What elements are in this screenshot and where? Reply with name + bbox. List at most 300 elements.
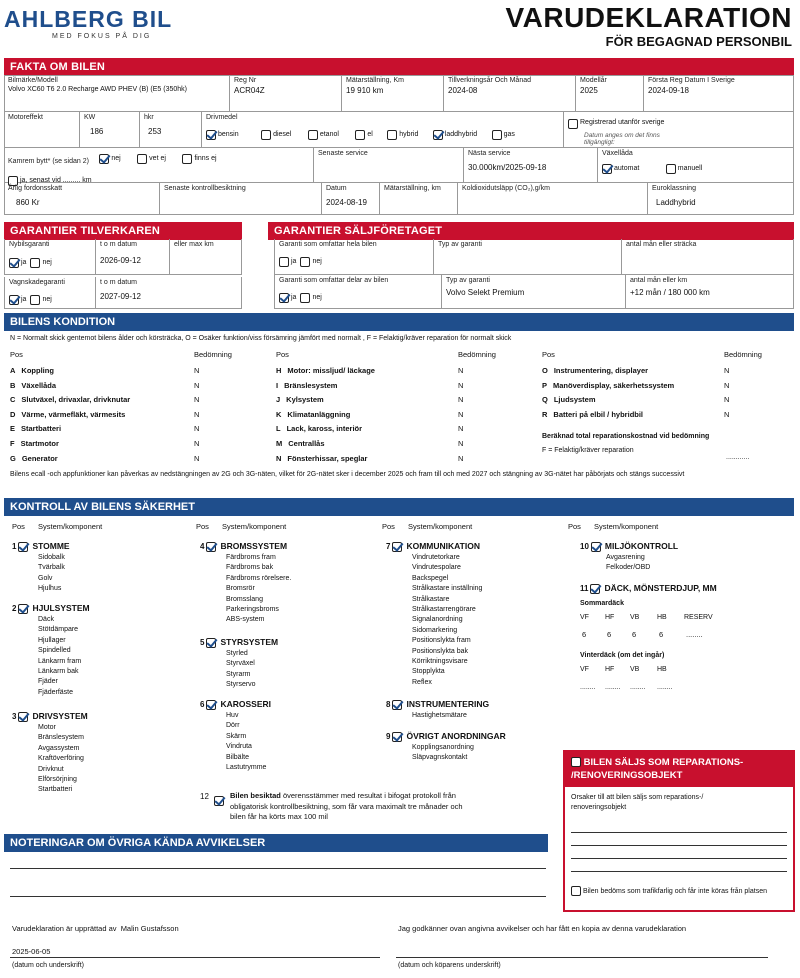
section-noteringar: NOTERINGAR OM ÖVRIGA KÄNDA AVVIKELSER bbox=[4, 834, 548, 852]
component-item: Bromsslang bbox=[226, 595, 263, 603]
checkbox-delar-ja[interactable] bbox=[279, 293, 289, 303]
component-item: Däck bbox=[38, 616, 54, 623]
component-item: Vindruta bbox=[226, 743, 252, 751]
row-rating: N bbox=[458, 380, 464, 390]
component-item: Bromsrör bbox=[226, 585, 255, 593]
reno-header: BILEN SÄLJS SOM REPARATIONS- /RENOVERINGSOBJEKT bbox=[571, 757, 744, 781]
kontroll-section-6 bbox=[200, 698, 271, 773]
component-item: Styrväxel bbox=[226, 660, 255, 668]
kondition-row bbox=[542, 410, 643, 419]
cost-label: Beräknad total reparationskostnad vid bedömning bbox=[542, 433, 710, 440]
winter-tyres-label: Vinterdäck (om det ingår) bbox=[580, 652, 665, 659]
label: t o m datum bbox=[100, 279, 137, 286]
component-item: Lastutrymme bbox=[226, 764, 267, 772]
component-item: Kopplingsanordning bbox=[412, 744, 474, 751]
row-label: Generator bbox=[21, 453, 58, 463]
opt: nej bbox=[42, 296, 52, 304]
component-item: Sidomarkering bbox=[412, 626, 458, 634]
section-checkbox[interactable] bbox=[206, 638, 216, 648]
section-number: 7 bbox=[386, 542, 391, 551]
tyre-depth-empty: ........ bbox=[657, 684, 673, 691]
tyre-depth: 6 bbox=[659, 630, 664, 639]
section-heading: MILJÖKONTROLL bbox=[604, 541, 679, 551]
pos-header: Pos bbox=[12, 522, 25, 531]
kondition-row bbox=[10, 395, 130, 404]
row-label: Startbatteri bbox=[21, 424, 62, 434]
component-item: Strålkastare bbox=[412, 595, 450, 603]
label: Nybilsgaranti bbox=[9, 241, 50, 248]
reno-reason: Orsaker till att bilen säljs som reparations-/ renoveringsobjekt bbox=[571, 794, 704, 811]
section-number: 8 bbox=[386, 700, 391, 709]
firstreg-value: 2024-09-18 bbox=[648, 86, 689, 95]
section-number: 5 bbox=[200, 638, 205, 647]
checkbox-kamrem-finnsej[interactable] bbox=[182, 154, 192, 164]
component-item: Startbatteri bbox=[38, 786, 73, 794]
kontroll-section-3 bbox=[12, 710, 88, 796]
kontroll-section-8 bbox=[386, 698, 489, 721]
checkbox-kamrem-vetej[interactable] bbox=[137, 154, 147, 164]
label: Garanti som omfattar hela bilen bbox=[279, 241, 377, 248]
section-checkbox[interactable] bbox=[591, 542, 601, 552]
component-item: Avgassystem bbox=[38, 744, 80, 752]
component-item: Signalanordning bbox=[412, 616, 463, 624]
section-number: 11 bbox=[580, 584, 589, 593]
row-pos: O bbox=[542, 366, 548, 375]
s12-bold: Bilen besiktad bbox=[230, 791, 281, 800]
row-label: Centrallås bbox=[288, 439, 325, 448]
component-item: Motor bbox=[38, 724, 56, 731]
checkbox-hela-ja[interactable] bbox=[279, 257, 289, 267]
opt: manuell bbox=[677, 165, 703, 173]
component-item: Kraftöverföring bbox=[38, 755, 84, 763]
row-pos: A bbox=[10, 366, 16, 375]
tyre-col: HB bbox=[657, 666, 667, 673]
label: Motoreffekt bbox=[8, 114, 43, 121]
label: Typ av garanti bbox=[446, 277, 490, 284]
kondition-row bbox=[10, 439, 59, 448]
preparer-name: Malin Gustafsson bbox=[120, 924, 179, 933]
kondition-row bbox=[542, 395, 596, 404]
pos-header: Pos bbox=[10, 350, 23, 359]
doc-title: VARUDEKLARATION bbox=[505, 2, 792, 33]
row-label: Koppling bbox=[21, 366, 54, 375]
opt: ja bbox=[21, 259, 27, 267]
reno-unsafe: Bilen bedöms som trafikfarlig och får inte köras från platsen bbox=[582, 887, 767, 895]
section-checkbox[interactable] bbox=[392, 700, 402, 710]
checkbox-gas[interactable] bbox=[492, 130, 502, 140]
section-kondition: BILENS KONDITION bbox=[4, 313, 794, 331]
section-checkbox[interactable] bbox=[18, 604, 28, 614]
made-value: 2024-08 bbox=[448, 86, 478, 95]
component-item: Färdbroms rörelsere. bbox=[226, 574, 292, 582]
brand-logo bbox=[4, 6, 224, 40]
row-pos: Q bbox=[542, 395, 548, 405]
component-item: Styrled bbox=[226, 650, 248, 657]
opt: hybrid bbox=[399, 131, 419, 139]
label: Euroklassning bbox=[652, 185, 696, 192]
component-item: Reflex bbox=[412, 678, 432, 686]
kondition-legend: N = Normalt skick gentemot bilens ålder och körsträcka, O = Osäker funktion/viss försämring jämfört med normalt , F = Felaktig/kräver reparation för normalt skick bbox=[10, 335, 512, 342]
row-pos: K bbox=[276, 409, 282, 419]
tyre-col: VF bbox=[580, 614, 589, 621]
buyer-sign-label: (datum och köparens underskrift) bbox=[398, 962, 501, 969]
sys-header: System/komponent bbox=[38, 522, 103, 531]
approval-text: Jag godkänner ovan angivna avvikelser och har fått en kopia av denna varudeklaration bbox=[398, 924, 687, 933]
component-item: Huv bbox=[226, 712, 239, 719]
checkbox-nybil-nej[interactable] bbox=[30, 258, 40, 268]
component-item: Styrservo bbox=[226, 681, 256, 689]
tax-value: 860 Kr bbox=[16, 198, 40, 207]
row-pos: M bbox=[276, 439, 283, 448]
warranty-type: Volvo Selekt Premium bbox=[446, 288, 525, 297]
kondition-row bbox=[10, 381, 56, 390]
row-pos: D bbox=[10, 409, 16, 419]
label: Mätarställning, Km bbox=[346, 77, 404, 84]
tyre-col: HF bbox=[605, 614, 615, 621]
row-label: Manöverdisplay, säkerhetssystem bbox=[553, 380, 675, 390]
component-item: Vindrutespolare bbox=[412, 564, 461, 572]
opt: Registrerad utanför sverige bbox=[580, 119, 665, 127]
section-checkbox[interactable] bbox=[206, 700, 216, 710]
section-heading: ÖVRIGT ANORDNINGAR bbox=[406, 731, 506, 741]
checkbox-delar-nej[interactable] bbox=[300, 293, 310, 303]
opt: nej bbox=[312, 258, 322, 266]
section-checkbox[interactable] bbox=[392, 732, 402, 742]
opt: vet ej bbox=[149, 155, 166, 163]
summer-tyres-label: Sommardäck bbox=[580, 600, 624, 607]
section-number: 2 bbox=[12, 604, 17, 613]
section-checkbox[interactable] bbox=[18, 712, 28, 722]
tyre-col: VF bbox=[580, 666, 589, 673]
section-checkbox[interactable] bbox=[18, 542, 28, 552]
sign-label: (datum och underskrift) bbox=[12, 962, 84, 969]
doc-subtitle: FÖR BEGAGNAD PERSONBIL bbox=[605, 34, 792, 49]
tyre-col: HB bbox=[657, 614, 667, 621]
row-pos: L bbox=[276, 424, 281, 434]
component-item: Sidobalk bbox=[38, 554, 65, 561]
checkbox-automat[interactable] bbox=[602, 164, 612, 174]
kontroll-section-7 bbox=[386, 540, 482, 688]
bed-header: Bedömning bbox=[194, 350, 232, 359]
label: KW bbox=[84, 114, 96, 121]
row-pos: G bbox=[10, 453, 16, 463]
checkbox-diesel[interactable] bbox=[261, 130, 271, 140]
label: Typ av garanti bbox=[438, 241, 482, 248]
checkbox-hela-nej[interactable] bbox=[300, 257, 310, 267]
section-number: 4 bbox=[200, 542, 205, 551]
opt: bensin bbox=[218, 131, 239, 139]
opt: nej bbox=[111, 155, 121, 163]
label: Garanti som omfattar delar av bilen bbox=[279, 277, 389, 284]
tyre-depth: 6 bbox=[607, 630, 612, 639]
renovation-box bbox=[563, 750, 795, 912]
checkbox-nybil-ja[interactable] bbox=[9, 258, 19, 268]
row-label: Kylsystem bbox=[286, 395, 324, 405]
tyre-depth: 6 bbox=[632, 630, 637, 639]
opt: ja bbox=[291, 258, 297, 266]
prepared-label: Varudeklaration är upprättad av bbox=[12, 924, 117, 933]
row-pos: P bbox=[542, 380, 548, 390]
reg-note: Datum anges om det finns tillgängligt: bbox=[584, 132, 660, 146]
opt: ja bbox=[291, 294, 297, 302]
kontroll-section-11 bbox=[580, 582, 717, 595]
row-rating: N bbox=[194, 395, 200, 405]
component-item: Stopplykta bbox=[412, 668, 445, 676]
kondition-row bbox=[276, 454, 367, 463]
tyre-depth-empty: ........ bbox=[630, 684, 646, 691]
row-rating: N bbox=[458, 424, 464, 434]
opt: nej bbox=[42, 259, 52, 267]
label: Kamrem bytt* (se sidan 2) bbox=[8, 158, 89, 165]
checkbox-vagn-ja[interactable] bbox=[9, 295, 19, 305]
row-rating: N bbox=[458, 366, 464, 375]
vagn-date: 2027-09-12 bbox=[100, 292, 141, 301]
prepared-by bbox=[12, 924, 179, 933]
component-item: Fjäderfäste bbox=[38, 688, 74, 696]
row-pos: H bbox=[276, 366, 282, 375]
label: Reg Nr bbox=[234, 77, 257, 84]
component-item: Positionslykta fram bbox=[412, 637, 471, 645]
component-item: Dörr bbox=[226, 722, 240, 730]
modelyear-value: 2025 bbox=[580, 86, 598, 95]
label: Koldioxidutsläpp (CO₂),g/km bbox=[462, 185, 550, 192]
checkbox-el[interactable] bbox=[355, 130, 365, 140]
component-item: Golv bbox=[38, 574, 53, 582]
component-item: Körriktningsvisare bbox=[412, 658, 468, 666]
section-checkbox[interactable] bbox=[392, 542, 402, 552]
euro-value: Laddhybrid bbox=[656, 198, 696, 207]
component-item: Länkarm bak bbox=[38, 668, 79, 676]
kondition-row bbox=[276, 395, 324, 404]
row-label: Fönsterhissar, speglar bbox=[287, 453, 368, 463]
checkbox-renovering[interactable] bbox=[571, 757, 581, 767]
label: Datum bbox=[326, 185, 347, 192]
tyre-col: HF bbox=[605, 666, 615, 673]
row-pos: B bbox=[10, 380, 16, 390]
row-label: Klimatanläggning bbox=[287, 409, 351, 419]
component-item: Bränslesystem bbox=[38, 734, 84, 742]
component-item: Släpvagnskontakt bbox=[412, 754, 468, 762]
section-heading: STYRSYSTEM bbox=[220, 637, 279, 647]
kontroll-section-2 bbox=[12, 602, 90, 698]
section-number: 9 bbox=[386, 732, 391, 741]
tyre-depth: ........ bbox=[686, 630, 703, 639]
label: Växellåda bbox=[602, 150, 633, 157]
checkbox-etanol[interactable] bbox=[308, 130, 318, 140]
row-label: Lack, kaross, interiör bbox=[286, 424, 363, 434]
ecall-note: Bilens ecall -och appfunktioner kan påverkas av nedstängningen av 2G och 3G-näten, vilket för 2G-nätet sker i december 2025 och fram till och med 2027 och stängning av 3G-nätet har påbörjats och stängs successivt bbox=[10, 471, 685, 478]
kondition-row bbox=[276, 381, 337, 390]
component-item: Styrarm bbox=[226, 670, 251, 678]
sys-header: System/komponent bbox=[222, 522, 287, 531]
row-label: Växellåda bbox=[21, 380, 57, 390]
label: antal mån eller km bbox=[630, 277, 688, 284]
label: Tillverkningsår Och Månad bbox=[448, 77, 531, 84]
checkbox-hybrid[interactable] bbox=[387, 130, 397, 140]
component-item: Vindrutetorkare bbox=[412, 554, 460, 561]
section-gar-salj: GARANTIER SÄLJFÖRETAGET bbox=[268, 222, 794, 240]
opt: finns ej bbox=[194, 155, 217, 163]
opt: gas bbox=[503, 131, 515, 139]
component-item: Färdbroms bak bbox=[226, 564, 274, 572]
row-label: Slutväxel, drivaxlar, drivknutar bbox=[21, 395, 131, 405]
checkbox-besiktad[interactable] bbox=[214, 796, 224, 806]
label: Årlig fordonsskatt bbox=[8, 185, 63, 192]
opt: diesel bbox=[273, 131, 292, 139]
component-item: Fjäder bbox=[38, 678, 58, 686]
checkbox-bensin[interactable] bbox=[206, 130, 216, 140]
row-label: Ljudsystem bbox=[553, 395, 596, 405]
component-item: Strålkastare inställning bbox=[412, 585, 483, 593]
label: eller max km bbox=[174, 241, 214, 248]
component-item: Färdbroms fram bbox=[226, 554, 276, 561]
row-pos: R bbox=[542, 409, 548, 419]
component-item: Drivknut bbox=[38, 765, 64, 773]
component-item: Positionslykta bak bbox=[412, 647, 469, 655]
tyre-depth: 6 bbox=[582, 630, 587, 639]
label: t o m datum bbox=[100, 241, 137, 248]
checkbox-manuell[interactable] bbox=[666, 164, 676, 174]
kondition-row bbox=[542, 366, 648, 375]
section-number: 10 bbox=[580, 542, 589, 551]
opt: ja bbox=[21, 296, 27, 304]
row-label: Värme, värmefläkt, värmesits bbox=[21, 409, 126, 419]
kondition-row bbox=[10, 410, 125, 419]
brand-name: AHLBERG BIL bbox=[4, 6, 173, 32]
component-item: Bilbälte bbox=[226, 753, 249, 761]
label: Modellår bbox=[580, 77, 607, 84]
kontroll-section-9 bbox=[386, 730, 506, 764]
row-rating: N bbox=[724, 366, 730, 375]
section-heading: INSTRUMENTERING bbox=[406, 699, 490, 709]
section-checkbox[interactable] bbox=[590, 584, 600, 594]
component-item: Parkeringsbroms bbox=[226, 606, 279, 614]
row-rating: N bbox=[724, 395, 730, 405]
component-item: Hastighetsmätare bbox=[412, 712, 467, 719]
kondition-row bbox=[276, 410, 350, 419]
row-pos: I bbox=[276, 380, 279, 390]
row-label: Instrumentering, displayer bbox=[553, 366, 649, 375]
cost-value: ............ bbox=[726, 454, 750, 461]
label: Bilmärke/Modell bbox=[8, 77, 58, 84]
checkbox-laddhybrid[interactable] bbox=[433, 130, 443, 140]
checkbox-trafikfarlig[interactable] bbox=[571, 886, 581, 896]
component-item: Skärm bbox=[226, 732, 247, 740]
kontroll-section-1 bbox=[12, 540, 70, 595]
nybil-date: 2026-09-12 bbox=[100, 256, 141, 265]
row-rating: N bbox=[194, 366, 200, 375]
row-rating: N bbox=[724, 380, 730, 390]
section-heading: DÄCK, MÖNSTERDJUP, MM bbox=[604, 583, 717, 593]
row-rating: N bbox=[458, 395, 464, 405]
opt: ja, senast vid ......... km bbox=[20, 177, 92, 185]
section-12-number: 12 bbox=[200, 792, 209, 801]
kontroll-section-10 bbox=[580, 540, 678, 574]
row-rating: N bbox=[458, 409, 464, 419]
kondition-row bbox=[542, 381, 674, 390]
odo-value: 19 910 km bbox=[346, 86, 384, 95]
label: hkr bbox=[144, 114, 154, 121]
prepared-date: 2025-06-05 bbox=[12, 947, 51, 956]
tyre-col: VB bbox=[630, 614, 640, 621]
next-service-value: 30.000km/2025-09-18 bbox=[468, 163, 547, 172]
component-item: Tvärbalk bbox=[38, 564, 65, 572]
label: Vagnskadegaranti bbox=[9, 279, 65, 286]
row-pos: C bbox=[10, 395, 16, 405]
pos-header: Pos bbox=[196, 522, 209, 531]
label: Första Reg Datum I Sverige bbox=[648, 77, 735, 84]
section-number: 1 bbox=[12, 542, 17, 551]
component-item: Backspegel bbox=[412, 574, 449, 582]
row-pos: N bbox=[276, 453, 282, 463]
component-item: Hjulhus bbox=[38, 585, 62, 593]
tyre-depth-empty: ........ bbox=[580, 684, 596, 691]
kondition-row bbox=[276, 366, 375, 375]
section-heading: KAROSSERI bbox=[220, 699, 271, 709]
drivmedel-group bbox=[202, 112, 564, 148]
section-heading: DRIVSYSTEM bbox=[32, 711, 88, 721]
kondition-row bbox=[10, 424, 61, 433]
row-rating: N bbox=[194, 424, 200, 434]
brand-tagline: MED FOKUS PÅ DIG bbox=[52, 33, 152, 40]
component-item: ABS-system bbox=[226, 616, 265, 624]
sys-header: System/komponent bbox=[594, 522, 659, 531]
model-value: Volvo XC60 T6 2.0 Recharge AWD PHEV (B) (E5 (350hk) bbox=[8, 86, 187, 93]
label: Nästa service bbox=[468, 150, 511, 157]
row-pos: E bbox=[10, 424, 16, 434]
checkbox-vagn-nej[interactable] bbox=[30, 295, 40, 305]
label: Drivmedel bbox=[206, 114, 238, 121]
row-label: Startmotor bbox=[20, 439, 59, 448]
row-rating: N bbox=[724, 409, 730, 419]
bed-header: Bedömning bbox=[458, 350, 496, 359]
kondition-row bbox=[276, 424, 362, 433]
warranty-length: +12 mån / 180 000 km bbox=[630, 288, 710, 297]
label: Senaste kontrollbesiktning bbox=[164, 185, 246, 192]
kondition-row bbox=[10, 454, 58, 463]
pos-header: Pos bbox=[542, 350, 555, 359]
component-item: Hjullager bbox=[38, 636, 66, 644]
section-heading: KOMMUNIKATION bbox=[406, 541, 480, 551]
inspection-date: 2024-08-19 bbox=[326, 198, 367, 207]
checkbox-reg-abroad[interactable] bbox=[568, 119, 578, 129]
regnr-value: ACR04Z bbox=[234, 86, 265, 95]
label: Senaste service bbox=[318, 150, 368, 157]
pos-header: Pos bbox=[276, 350, 289, 359]
row-rating: N bbox=[458, 453, 464, 463]
component-item: Elförsörjning bbox=[38, 776, 77, 784]
component-item: Spindelled bbox=[38, 647, 71, 655]
row-label: Batteri på elbil / hybridbil bbox=[553, 409, 644, 419]
tyre-depth-empty: ........ bbox=[605, 684, 621, 691]
section-heading: BROMSSYSTEM bbox=[220, 541, 288, 551]
row-pos: J bbox=[276, 395, 281, 405]
section-checkbox[interactable] bbox=[206, 542, 216, 552]
pos-header: Pos bbox=[382, 522, 395, 531]
section-number: 3 bbox=[12, 712, 17, 721]
bed-header: Bedömning bbox=[724, 350, 762, 359]
section-gar-tillv: GARANTIER TILVERKAREN bbox=[4, 222, 242, 240]
checkbox-kamrem-nej[interactable] bbox=[99, 154, 109, 164]
opt: automat bbox=[614, 165, 640, 173]
opt: nej bbox=[312, 294, 322, 302]
kontroll-section-4 bbox=[200, 540, 291, 626]
row-rating: N bbox=[194, 453, 200, 463]
kw-value: 186 bbox=[90, 127, 104, 136]
pos-header: Pos bbox=[568, 522, 581, 531]
component-item: Strålkastarrengörare bbox=[412, 606, 476, 614]
component-item: Felkoder/OBD bbox=[606, 564, 651, 572]
